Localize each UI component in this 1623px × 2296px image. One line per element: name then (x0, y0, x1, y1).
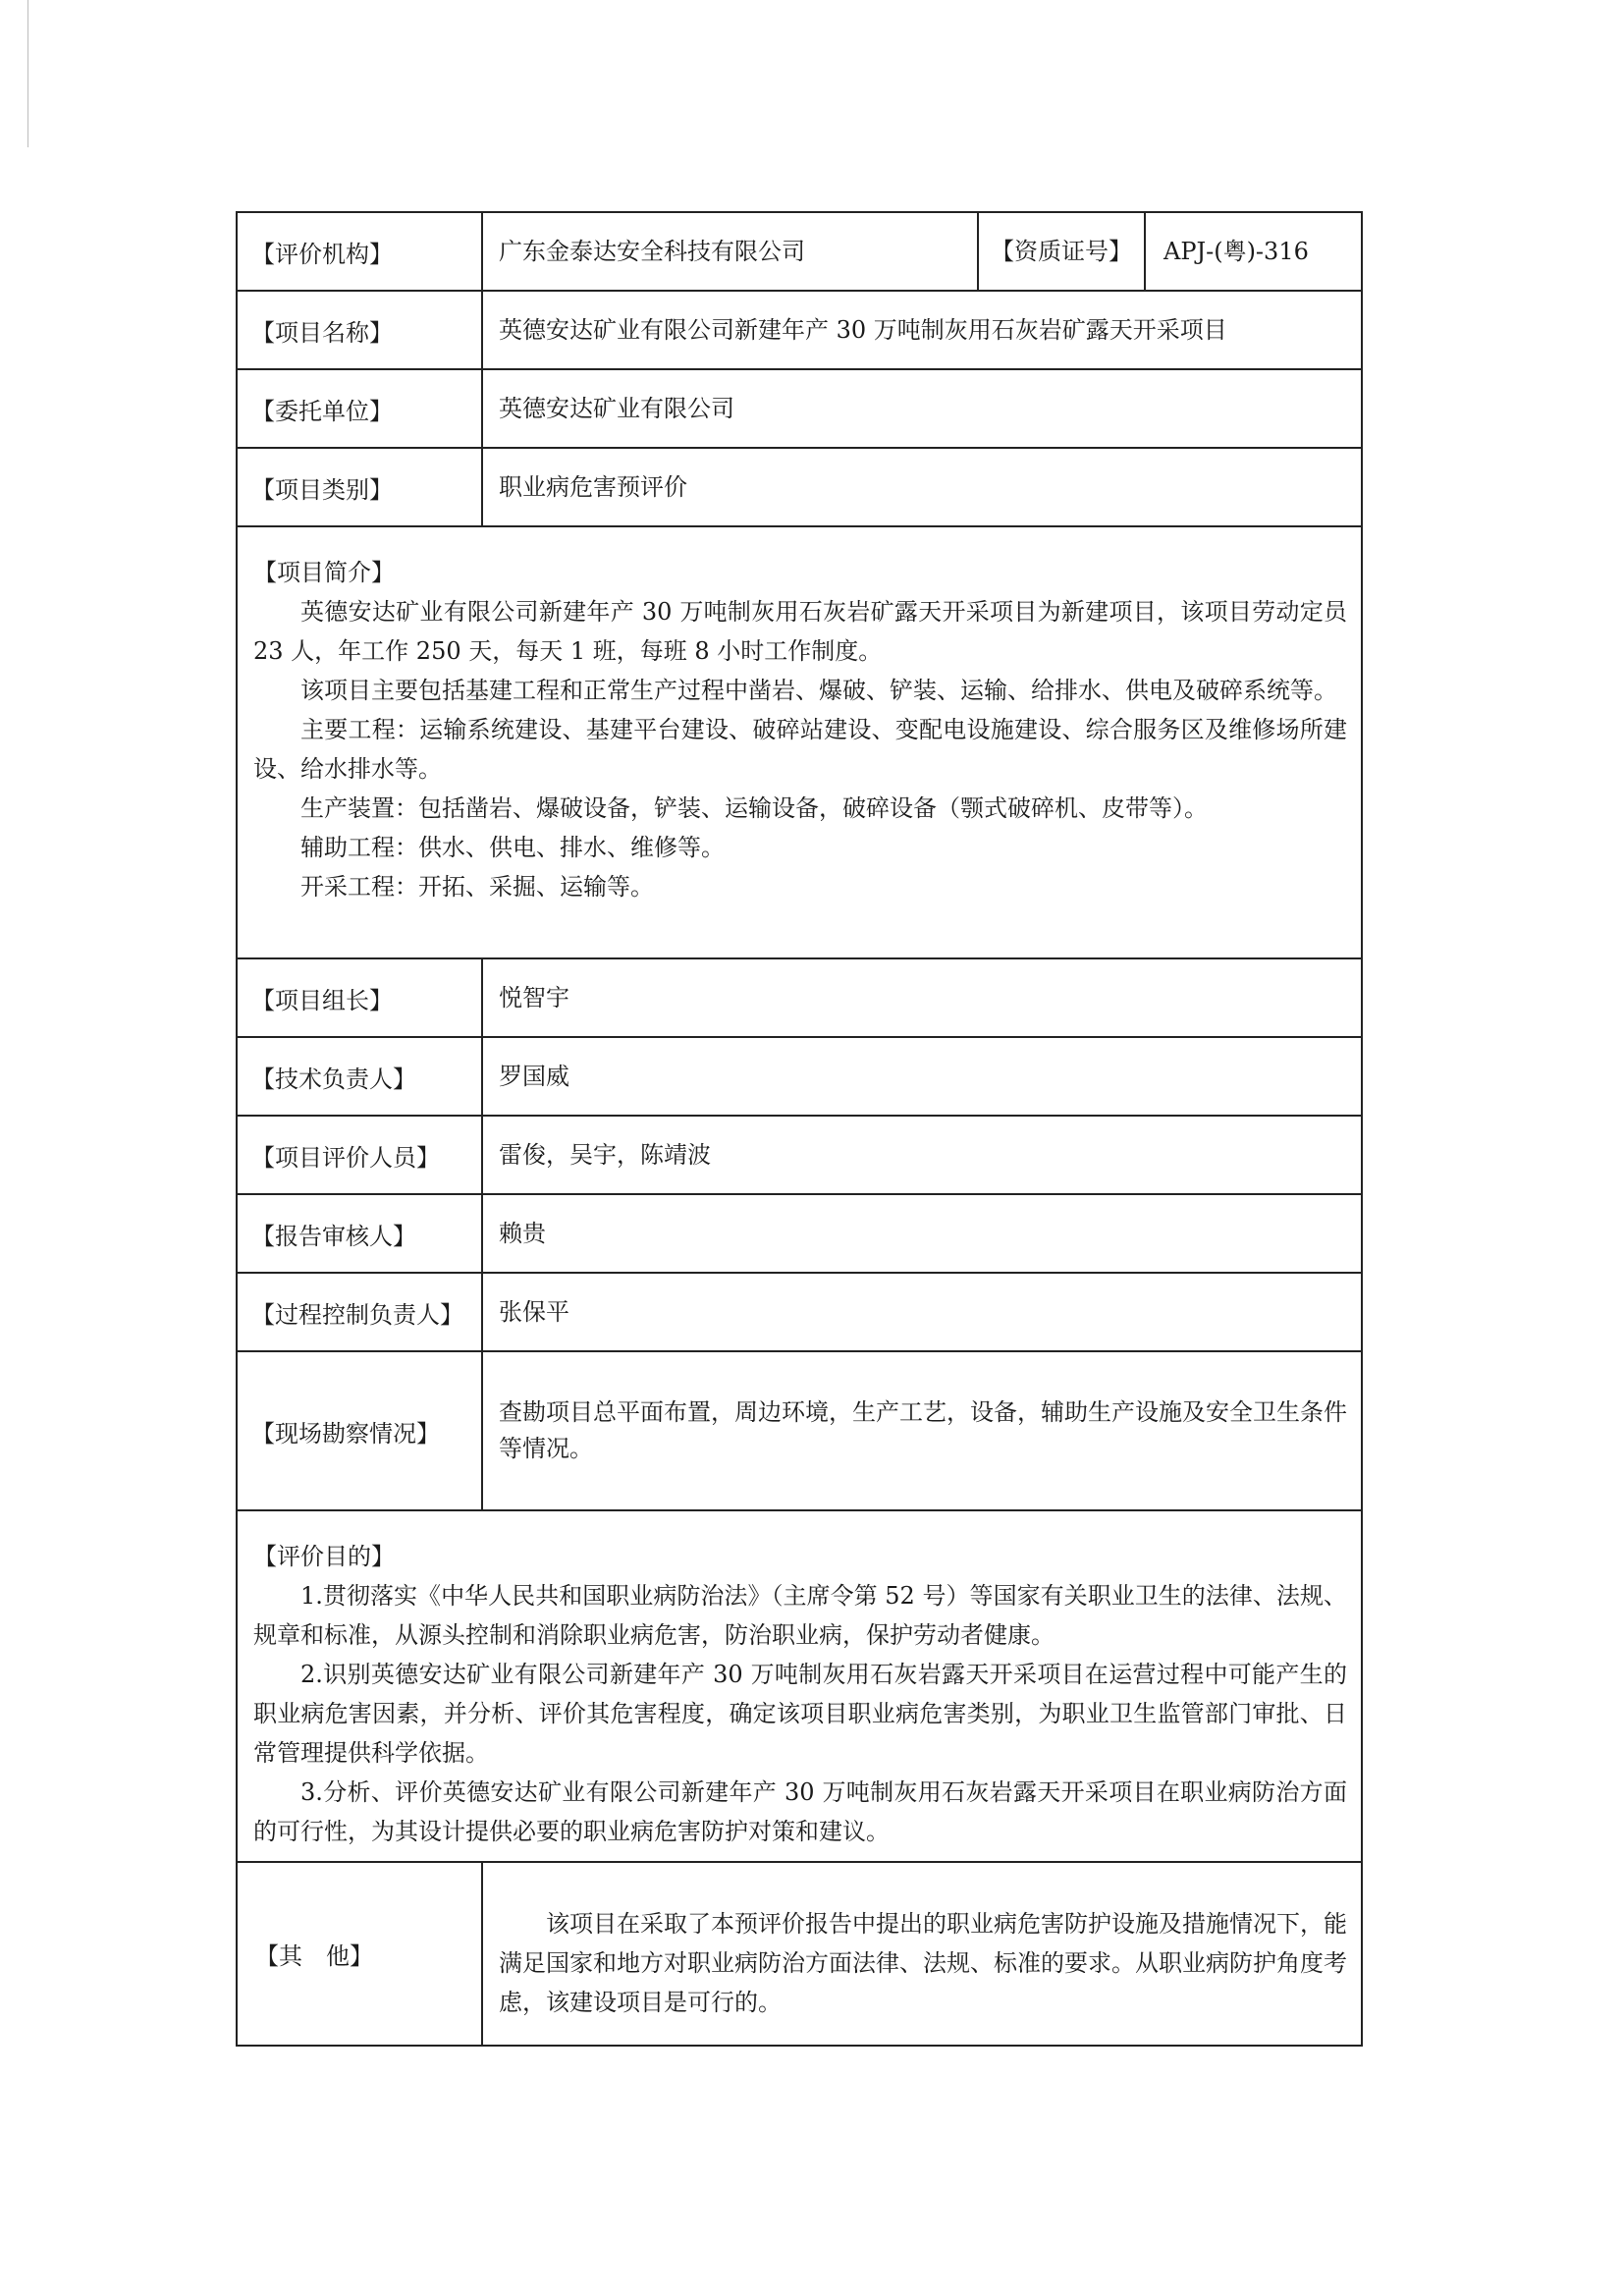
purpose-paragraph: 2.识别英德安达矿业有限公司新建年产 30 万吨制灰用石灰岩露天开采项目在运营过程中可能产生的职业病危害因素，并分析、评价其危害程度，确定该项目职业病危害类别，为职业卫生监管部门审批、日常管理提供科学依据。 (253, 1661, 1347, 1767)
tech-lead-value: 罗国威 (499, 1062, 569, 1090)
site-survey-label: 【现场勘察情况】 (238, 1352, 483, 1509)
project-intro-section (238, 527, 1361, 959)
purpose-paragraph: 3.分析、评价英德安达矿业有限公司新建年产 30 万吨制灰用石灰岩露天开采项目在职业病防治方面的可行性，为其设计提供必要的职业病危害防护对策和建议。 (253, 1778, 1347, 1845)
other-row (238, 1863, 1361, 2045)
org-label: 【评价机构】 (238, 213, 483, 290)
scan-edge-line (27, 0, 28, 147)
org-value: 广东金泰达安全科技有限公司 (483, 213, 979, 290)
leader-row (238, 959, 1361, 1038)
client-row (238, 370, 1361, 449)
process-control-value: 张保平 (499, 1297, 569, 1326)
other-label: 【其 他】 (238, 1863, 483, 2045)
client-value: 英德安达矿业有限公司 (499, 394, 734, 422)
site-survey-value: 查勘项目总平面布置，周边环境，生产工艺，设备，辅助生产设施及安全卫生条件等情况。 (499, 1398, 1347, 1462)
category-value: 职业病危害预评价 (499, 472, 687, 501)
org-row (238, 213, 1361, 292)
intro-paragraph: 开采工程：开拓、采掘、运输等。 (300, 873, 654, 901)
evaluators-row (238, 1117, 1361, 1195)
site-survey-row (238, 1352, 1361, 1511)
intro-paragraph: 主要工程：运输系统建设、基建平台建设、破碎站建设、变配电设施建设、综合服务区及维修场所建设、给水排水等。 (253, 716, 1347, 783)
intro-paragraph: 该项目主要包括基建工程和正常生产过程中凿岩、爆破、铲装、运输、给排水、供电及破碎系统等。 (300, 677, 1337, 704)
qualification-label: 【资质证号】 (979, 213, 1146, 290)
category-row (238, 449, 1361, 527)
project-name-value: 英德安达矿业有限公司新建年产 30 万吨制灰用石灰岩矿露天开采项目 (499, 315, 1227, 344)
intro-paragraph: 生产装置：包括凿岩、爆破设备，铲装、运输设备，破碎设备（颚式破碎机、皮带等）。 (300, 794, 1208, 822)
purpose-paragraph: 1.贯彻落实《中华人民共和国职业病防治法》（主席令第 52 号）等国家有关职业卫生的法律、法规、规章和标准，从源头控制和消除职业病危害，防治职业病，保护劳动者健康。 (253, 1582, 1347, 1649)
evaluation-purpose-title: 【评价目的】 (253, 1543, 395, 1570)
tech-lead-label: 【技术负责人】 (238, 1038, 483, 1115)
other-value: 该项目在采取了本预评价报告中提出的职业病危害防护设施及措施情况下，能满足国家和地方对职业病防治方面法律、法规、标准的要求。从职业病防护角度考虑，该建设项目是可行的。 (499, 1910, 1347, 2016)
client-label: 【委托单位】 (238, 370, 483, 447)
org-cells (483, 213, 1361, 290)
project-name-label: 【项目名称】 (238, 292, 483, 368)
project-intro-title: 【项目简介】 (253, 559, 395, 586)
intro-paragraph: 英德安达矿业有限公司新建年产 30 万吨制灰用石灰岩矿露天开采项目为新建项目，该项目劳动定员 23 人，年工作 250 天，每天 1 班，每班 8 小时工作制度。 (253, 598, 1347, 665)
evaluators-value: 雷俊，吴宇，陈靖波 (499, 1140, 711, 1169)
intro-paragraph: 辅助工程：供水、供电、排水、维修等。 (300, 834, 725, 861)
qualification-value: APJ-(粤)-316 (1163, 237, 1309, 265)
reviewer-label: 【报告审核人】 (238, 1195, 483, 1272)
leader-value: 悦智宇 (499, 983, 569, 1011)
evaluation-info-form (236, 211, 1363, 2047)
process-control-label: 【过程控制负责人】 (238, 1274, 483, 1350)
reviewer-row (238, 1195, 1361, 1274)
evaluators-label: 【项目评价人员】 (238, 1117, 483, 1193)
project-name-row (238, 292, 1361, 370)
reviewer-value: 赖贵 (499, 1219, 546, 1247)
evaluation-purpose-section (238, 1511, 1361, 1863)
category-label: 【项目类别】 (238, 449, 483, 525)
leader-label: 【项目组长】 (238, 959, 483, 1036)
process-control-row (238, 1274, 1361, 1352)
tech-lead-row (238, 1038, 1361, 1117)
